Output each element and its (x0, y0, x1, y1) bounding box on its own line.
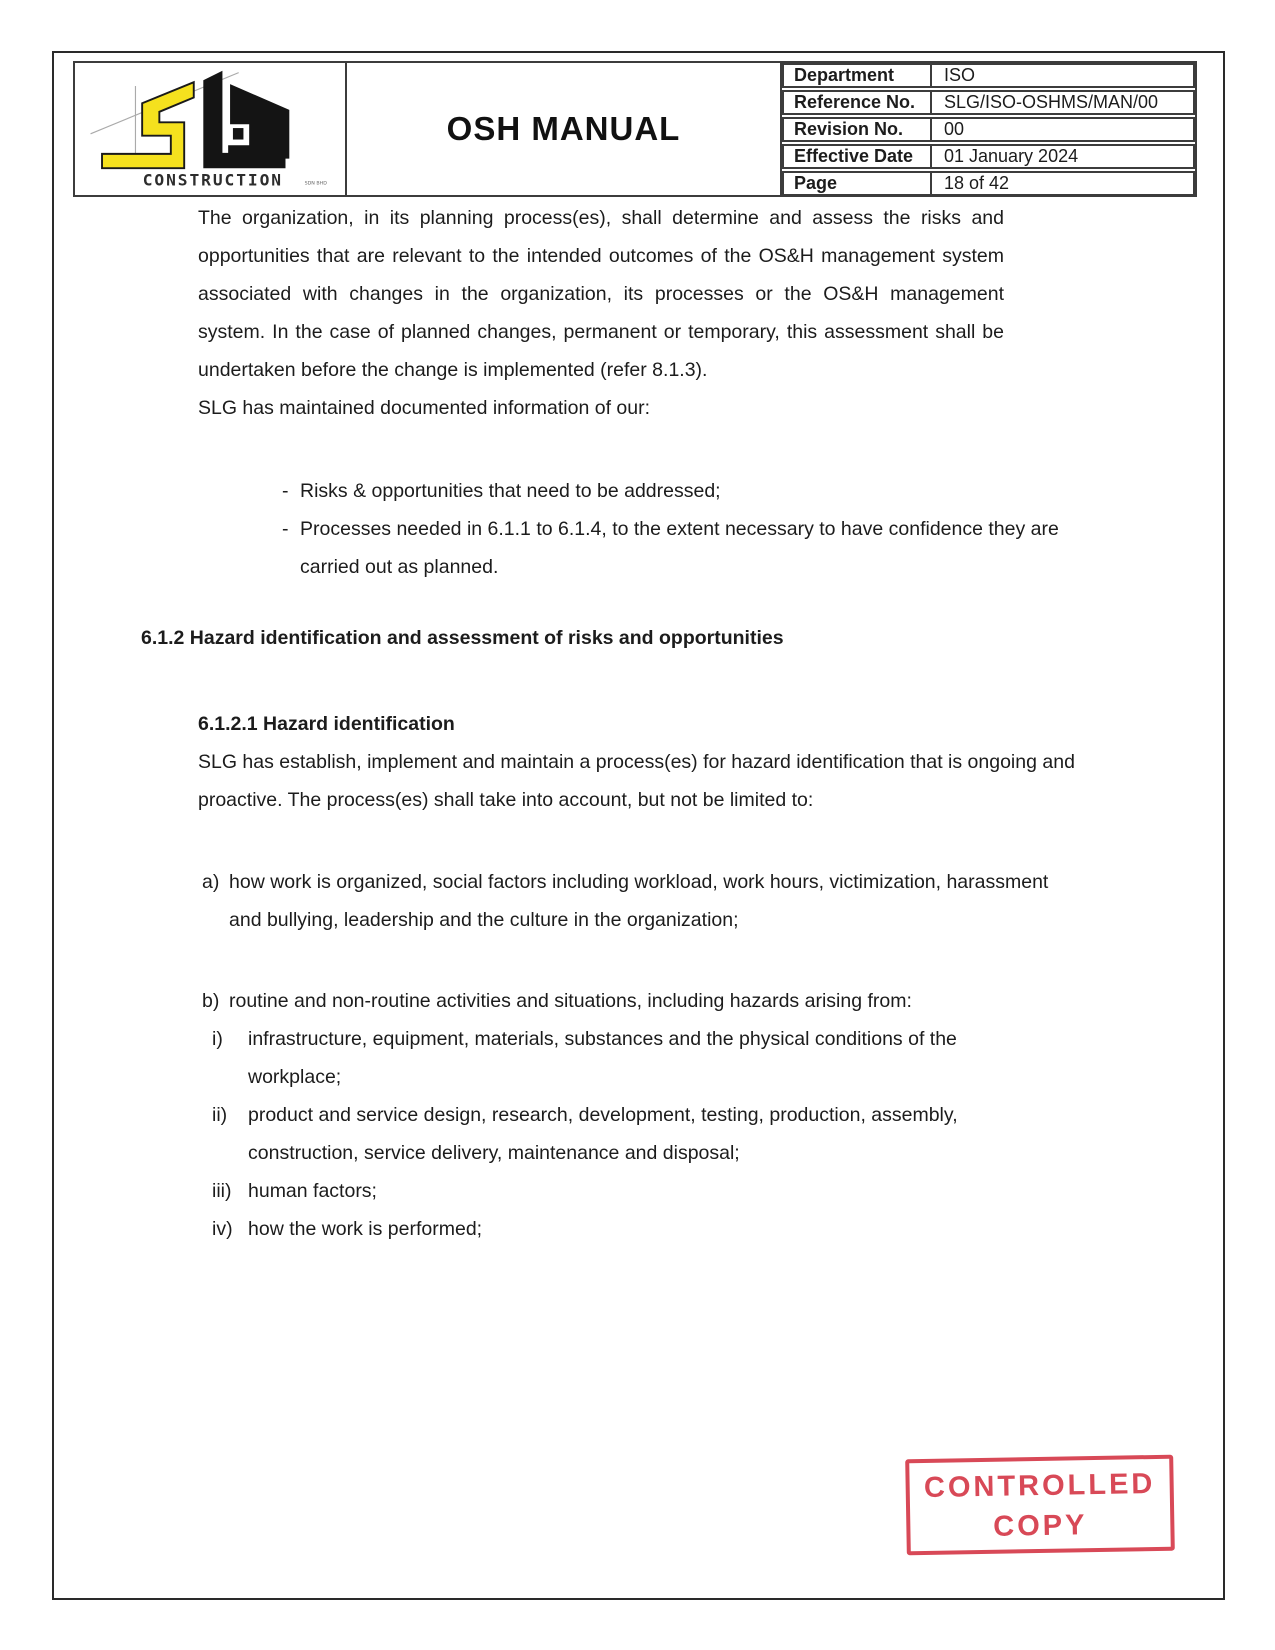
title-cell (347, 63, 782, 195)
info-label: Reference No. (784, 92, 932, 113)
alpha-marker: b) (202, 990, 220, 1012)
info-value: ISO (944, 65, 976, 85)
stamp-line-1: CONTROLLED (923, 1467, 1156, 1505)
list-item-text: product and service design, research, development, testing, production, assembly, construction, service delivery, maintenance and disposal; (248, 1104, 958, 1164)
roman-marker: iv) (212, 1218, 233, 1240)
list-item-text: how the work is performed; (248, 1218, 483, 1240)
list-item-text: Risks & opportunities that need to be addressed; (300, 480, 721, 502)
list-item-iii (212, 1172, 1139, 1210)
list-item (282, 510, 1139, 586)
logo-letter-g-bar (233, 128, 244, 139)
dash-marker: - (282, 480, 289, 502)
list-item-text: how work is organized, social factors including workload, work hours, victimization, harassment and bullying, leadership and the culture in the organization; (229, 871, 1049, 931)
info-row-reference-no (782, 90, 1195, 115)
info-row-effective-date (782, 144, 1195, 169)
logo-cell (75, 63, 347, 195)
roman-marker: iii) (212, 1180, 232, 1202)
info-label: Revision No. (784, 119, 932, 140)
paragraph-hazard-process: SLG has establish, implement and maintain a process(es) for hazard identification that is ongoing and proactive. The process(es) shall take into account, but not be limited to: (198, 751, 1075, 811)
list-item-i (212, 1020, 1139, 1096)
document-title: OSH MANUAL (446, 110, 681, 147)
info-value: SLG/ISO-OSHMS/MAN/00 (944, 92, 1159, 112)
info-row-department (782, 63, 1195, 88)
logo-letter-s (102, 82, 194, 168)
logo-suffix-text: SDN BHD (304, 180, 327, 186)
dash-marker: - (282, 518, 289, 540)
header-info-table (782, 63, 1195, 195)
controlled-copy-stamp (905, 1455, 1175, 1556)
logo-construction-text: CONSTRUCTION (142, 169, 283, 189)
roman-list (212, 1020, 1139, 1248)
stamp-line-2: COPY (993, 1509, 1088, 1543)
roman-marker: ii) (212, 1104, 228, 1126)
info-value: 00 (944, 119, 965, 139)
dash-list (282, 472, 1139, 586)
info-value: 01 January 2024 (944, 146, 1079, 166)
info-value: 18 of 42 (944, 173, 1010, 193)
list-item-b (202, 982, 1139, 1020)
heading-6-1-2: 6.1.2 Hazard identification and assessment of risks and opportunities (141, 627, 784, 649)
info-label: Page (784, 173, 932, 194)
list-item-text: human factors; (248, 1180, 377, 1202)
info-row-page (782, 171, 1195, 196)
info-label: Effective Date (784, 146, 932, 167)
info-row-revision-no (782, 117, 1195, 142)
list-item-text: routine and non-routine activities and situations, including hazards arising from: (229, 990, 912, 1012)
list-item-a (202, 863, 1139, 939)
heading-6-1-2-1: 6.1.2.1 Hazard identification (198, 713, 455, 735)
paragraph-documented-information: SLG has maintained documented information of our: (198, 397, 651, 419)
list-item-text: Processes needed in 6.1.1 to 6.1.4, to the extent necessary to have confidence they are carried out as planned. (300, 518, 1059, 578)
list-item (282, 472, 1139, 510)
logo-letter-g (228, 84, 289, 159)
page-border (52, 51, 1225, 1600)
list-item-text: infrastructure, equipment, materials, substances and the physical conditions of the workplace; (248, 1028, 957, 1088)
list-item-ii (212, 1096, 1139, 1172)
header-table (73, 61, 1197, 197)
paragraph-planning-process: The organization, in its planning process(es), shall determine and assess the risks and opportunities that are relevant to the intended outcomes of the OS&H management system associated with changes in the organization, its processes or the OS&H management system. In the case of planned changes, permanent or temporary, this assessment shall be undertaken before the change is implemented (refer 8.1.3). (198, 207, 1004, 381)
roman-marker: i) (212, 1028, 223, 1050)
list-item-iv (212, 1210, 1139, 1248)
info-label: Department (784, 65, 932, 86)
slg-construction-logo (81, 65, 339, 194)
document-content (54, 199, 1223, 1248)
alpha-marker: a) (202, 871, 220, 893)
